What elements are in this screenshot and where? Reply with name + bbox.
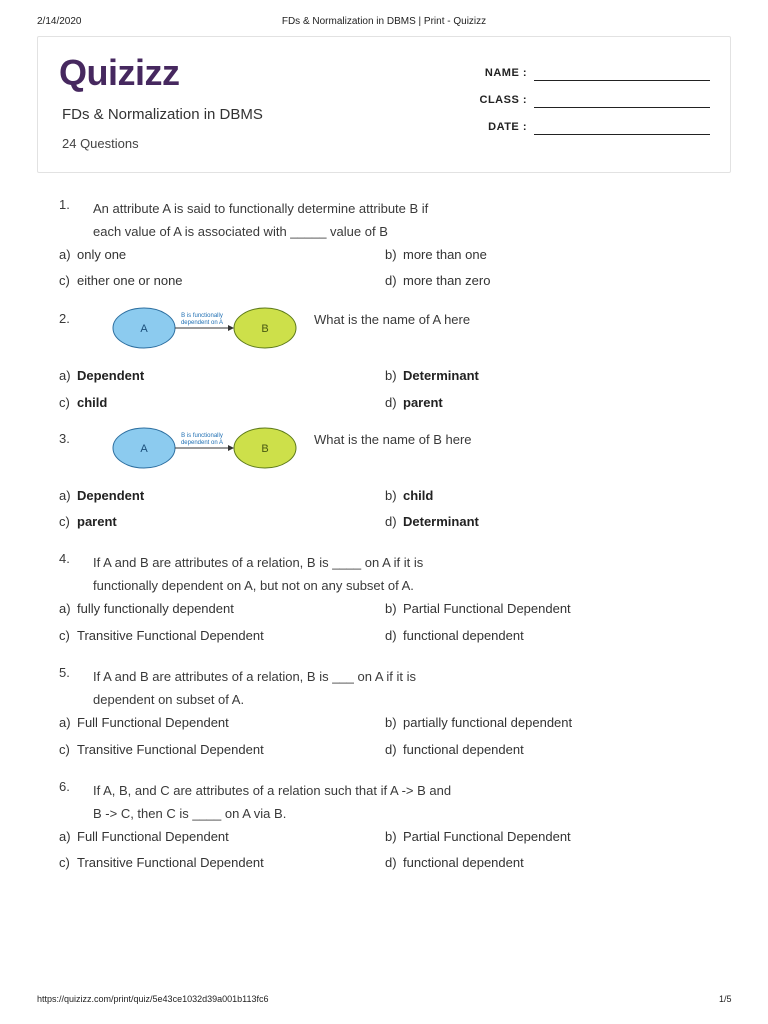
question-text xyxy=(93,665,473,711)
question-line: If A and B are attributes of a relation, B is ___ on A if it is xyxy=(93,669,417,684)
date-label: DATE : xyxy=(488,121,527,133)
node-a-label: A xyxy=(140,323,148,335)
quizizz-logo xyxy=(59,52,199,92)
question-line: B -> C, then C is ____ on A via B. xyxy=(93,806,287,821)
option-1a[interactable]: a) only one xyxy=(59,247,127,262)
class-label: CLASS : xyxy=(479,94,527,106)
question-text xyxy=(93,551,473,597)
arrow-label-1: B is functionally xyxy=(181,313,223,319)
name-line xyxy=(534,80,710,81)
name-label: NAME : xyxy=(484,67,527,79)
option-2a[interactable]: a) Dependent xyxy=(59,368,145,383)
arrow-label-2: dependent on A xyxy=(180,320,224,326)
option-3d[interactable]: d) Determinant xyxy=(385,514,479,529)
print-title: FDs & Normalization in DBMS | Print - Quizizz xyxy=(281,16,487,27)
option-2b[interactable]: b) Determinant xyxy=(385,368,479,383)
question-number: 3. xyxy=(59,431,70,446)
print-url[interactable]: https://quizizz.com/print/quiz/5e43ce1032d39a001b113fc6 xyxy=(37,994,269,1004)
option-3a[interactable]: a) Dependent xyxy=(59,488,145,503)
print-date: 2/14/2020 xyxy=(37,16,82,27)
question-number: 2. xyxy=(59,311,70,326)
option-2d[interactable]: d) parent xyxy=(385,395,443,410)
option-6a[interactable]: a) Full Functional Dependent xyxy=(59,829,229,844)
question-line: If A, B, and C are attributes of a relation such that if A -> B and xyxy=(93,783,452,798)
option-3b[interactable]: b) child xyxy=(385,488,434,503)
option-6b[interactable]: b) Partial Functional Dependent xyxy=(385,829,571,844)
option-6c[interactable]: c) Transitive Functional Dependent xyxy=(59,855,264,870)
question-text: What is the name of A here xyxy=(314,312,471,327)
option-5d[interactable]: d) functional dependent xyxy=(385,742,524,757)
option-4b[interactable]: b) Partial Functional Dependent xyxy=(385,601,571,616)
option-5a[interactable]: a) Full Functional Dependent xyxy=(59,715,229,730)
option-1d[interactable]: d) more than zero xyxy=(385,273,491,288)
quiz-header xyxy=(37,36,731,173)
option-4a[interactable]: a) fully functionally dependent xyxy=(59,601,234,616)
option-5c[interactable]: c) Transitive Functional Dependent xyxy=(59,742,264,757)
fd-diagram xyxy=(112,426,300,470)
question-text xyxy=(93,197,473,243)
option-3c[interactable]: c) parent xyxy=(59,514,117,529)
class-line xyxy=(534,107,710,108)
option-1c[interactable]: c) either one or none xyxy=(59,273,183,288)
question-line: If A and B are attributes of a relation, B is ____ on A if it is xyxy=(93,555,424,570)
question-line: dependent on subset of A. xyxy=(93,692,245,707)
quiz-title: FDs & Normalization in DBMS xyxy=(62,106,263,123)
option-1b[interactable]: b) more than one xyxy=(385,247,487,262)
logo-text: Quizizz xyxy=(59,52,180,92)
question-text: What is the name of B here xyxy=(314,432,472,447)
option-6d[interactable]: d) functional dependent xyxy=(385,855,524,870)
arrow-head xyxy=(228,325,234,331)
fd-diagram xyxy=(112,306,300,350)
question-number: 5. xyxy=(59,665,70,680)
page-number: 1/5 xyxy=(719,994,732,1004)
arrow-label-1: B is functionally xyxy=(181,433,223,439)
date-line xyxy=(534,134,710,135)
question-text xyxy=(93,779,473,825)
node-a-label: A xyxy=(140,443,148,455)
question-number: 4. xyxy=(59,551,70,566)
arrow-head xyxy=(228,445,234,451)
question-count: 24 Questions xyxy=(62,136,139,151)
question-line: An attribute A is said to functionally determine attribute B if xyxy=(93,201,429,216)
option-5b[interactable]: b) partially functional dependent xyxy=(385,715,573,730)
option-4c[interactable]: c) Transitive Functional Dependent xyxy=(59,628,264,643)
option-4d[interactable]: d) functional dependent xyxy=(385,628,524,643)
option-2c[interactable]: c) child xyxy=(59,395,108,410)
question-line: functionally dependent on A, but not on any subset of A. xyxy=(93,578,414,593)
node-b-label: B xyxy=(261,323,269,335)
arrow-label-2: dependent on A xyxy=(180,440,224,446)
question-line: each value of A is associated with _____ value of B xyxy=(93,224,388,239)
question-number: 1. xyxy=(59,197,70,212)
node-b-label: B xyxy=(261,443,269,455)
question-number: 6. xyxy=(59,779,70,794)
